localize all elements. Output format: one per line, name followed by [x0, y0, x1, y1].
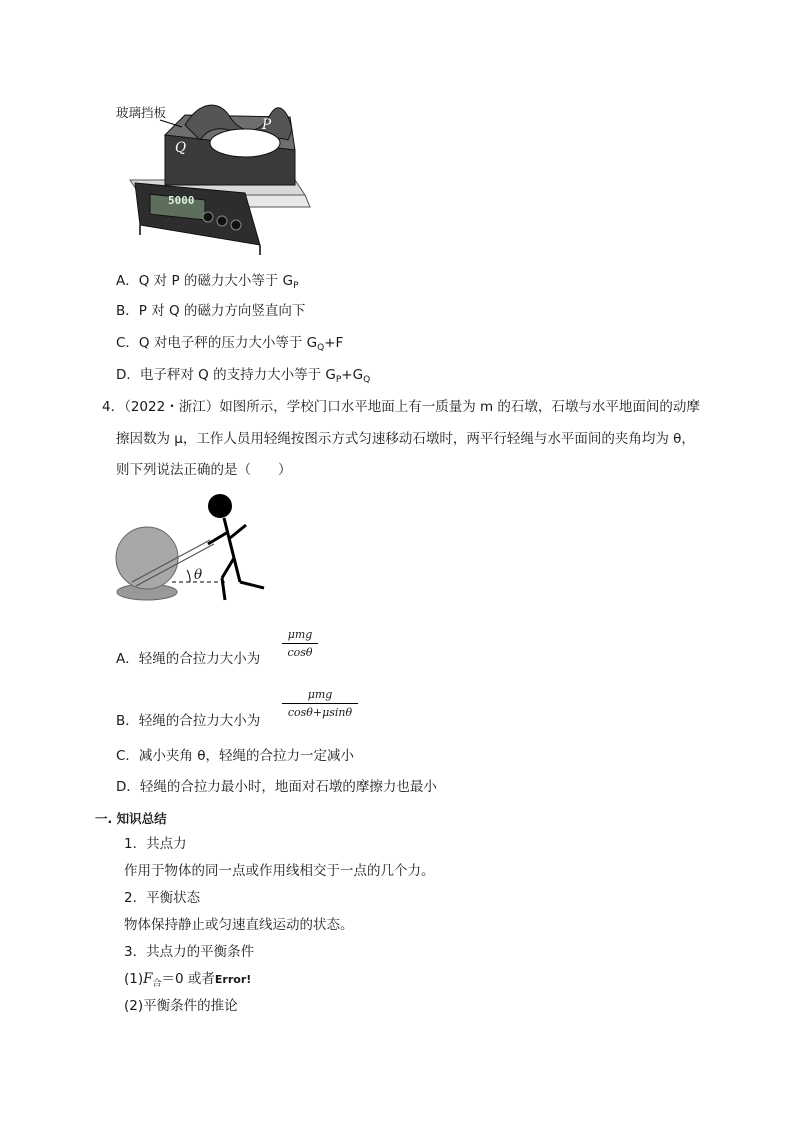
summary-item2-text: 物体保持静止或匀速直线运动的状态。	[124, 917, 354, 933]
q4-option-b-fraction	[282, 688, 358, 719]
q4-option-d: D．轻绳的合拉力最小时，地面对石墩的摩擦力也最小	[116, 779, 437, 795]
summary-item1-title: 1．共点力	[124, 836, 187, 852]
q4-stem-line1: 4．（2022・浙江）如图所示，学校门口水平地面上有一质量为 m 的石墩，石墩与水平地面间的动摩	[102, 399, 700, 415]
q3-option-a: A．Q 对 P 的磁力大小等于 $G_P$	[116, 273, 299, 291]
summary-heading: 一. 知识总结	[95, 811, 167, 826]
q4-stem-line3: 则下列说法正确的是（ ）	[116, 462, 292, 478]
summary-item1-text: 作用于物体的同一点或作用线相交于一点的几个力。	[124, 863, 435, 879]
glass-label: 玻璃挡板	[116, 105, 167, 120]
p-label: P	[262, 117, 272, 133]
q4-option-a: A．轻绳的合拉力大小为	[116, 651, 261, 667]
fraction-b-denominator: cosθ+μsinθ	[287, 706, 353, 719]
q4-option-b: B．轻绳的合拉力大小为	[116, 713, 261, 729]
summary-condition2: (2)平衡条件的推论	[124, 998, 238, 1014]
q3-option-b: B．P 对 Q 的磁力方向竖直向下	[116, 303, 306, 319]
summary-condition1: $(1)F_合=0$ 或者Error!	[124, 971, 252, 989]
q4-option-c: C．减小夹角 θ，轻绳的合拉力一定减小	[116, 748, 354, 764]
fraction-a-numerator: μmg	[287, 628, 313, 641]
q4-stem-line2: 擦因数为 μ，工作人员用轻绳按图示方式匀速移动石墩时，两平行轻绳与水平面间的夹角均为 θ，	[116, 431, 695, 447]
q4-option-a-fraction	[282, 628, 318, 659]
scale-reading: 5000	[168, 194, 195, 207]
stone-figure	[112, 490, 277, 605]
summary-item2-title: 2．平衡状态	[124, 890, 201, 906]
q-label: Q	[175, 140, 187, 156]
fraction-b-numerator: μmg	[307, 688, 333, 701]
q3-option-d: D．电子秤对 Q 的支持力大小等于 $G_P+G_Q$	[116, 367, 371, 385]
theta-label: θ	[194, 567, 203, 583]
stone-illustration	[112, 490, 277, 605]
summary-item3-title: 3．共点力的平衡条件	[124, 944, 255, 960]
fraction-a-denominator: cosθ	[287, 646, 313, 659]
q3-option-c: C．Q 对电子秤的压力大小等于 $G_Q+F$	[116, 335, 344, 353]
